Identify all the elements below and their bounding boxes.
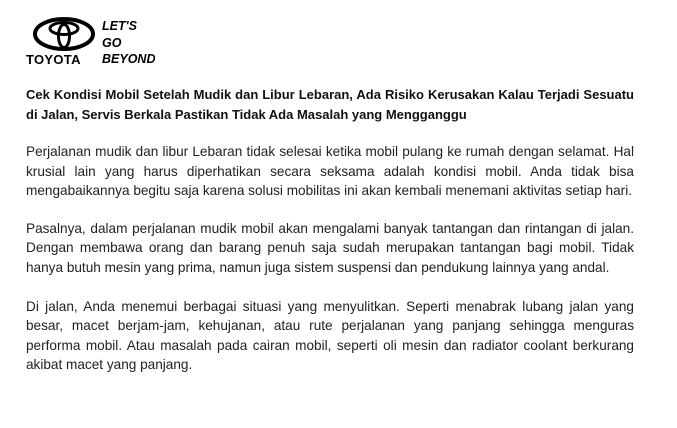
slogan-line: BEYOND — [102, 52, 156, 66]
article-title: Cek Kondisi Mobil Setelah Mudik dan Libur Lebaran, Ada Risiko Kerusakan Kalau Terjadi Sesuatu di Jalan, Servis Berkala Pastikan Tidak Ada Masalah yang Mengganggu — [26, 87, 634, 122]
toyota-emblem-icon — [32, 17, 96, 51]
brand-slogan — [102, 18, 155, 68]
article — [26, 85, 634, 375]
slogan-line: LET'S — [102, 19, 137, 33]
article-paragraph: Di jalan, Anda menemui berbagai situasi yang menyulitkan. Seperti menabrak lubang jalan yang besar, macet berjam-jam, kehujanan, atau rute perjalanan yang panjang sehingga menguras performa mobil. Atau masalah pada cairan mobil, seperti oli mesin dan radiator coolant berkurang akibat macet yang panjang. — [26, 298, 634, 373]
brand-name: TOYOTA — [26, 52, 81, 67]
article-paragraph: Pasalnya, dalam perjalanan mudik mobil akan mengalami banyak tantangan dan rintangan di jalan. Dengan membawa orang dan barang penuh saja sudah merupakan tantangan bagi mobil. Tidak hanya butuh mesin yang prima, namun juga sistem suspensi dan pendukung lainnya yang andal. — [26, 220, 634, 275]
slogan-line: GO — [102, 35, 122, 50]
article-paragraph: Perjalanan mudik dan libur Lebaran tidak selesai ketika mobil pulang ke rumah dengan selamat. Hal krusial lain yang harus diperhatikan secara seksama adalah kondisi mobil. Anda tidak bisa mengabaikannya begitu saja karena solusi mobilitas ini akan kembali menemani aktivitas setiap hari. — [26, 144, 634, 199]
brand-header — [26, 17, 226, 67]
